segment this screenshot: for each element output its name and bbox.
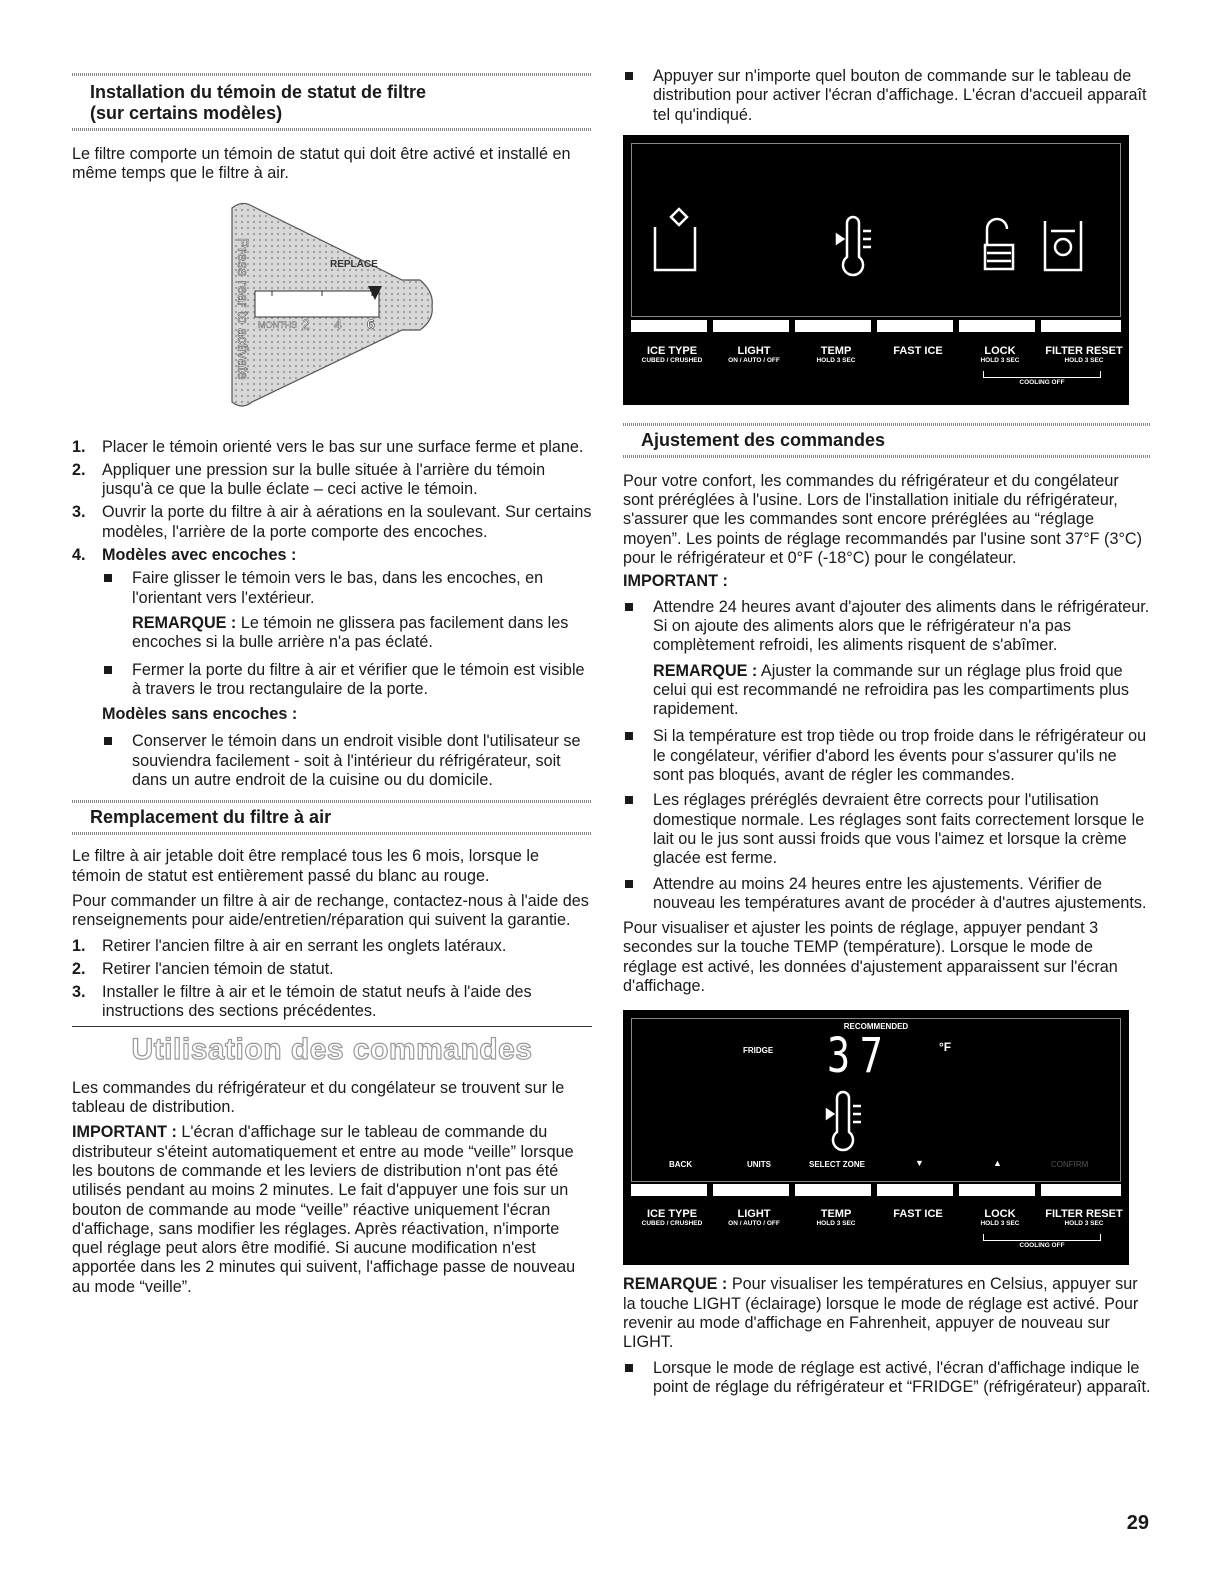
right-column	[623, 0, 1151, 1403]
confirm-option[interactable]: CONFIRM	[1051, 1160, 1089, 1170]
cooling-off-label: COOLING OFF	[1019, 378, 1065, 386]
bullet: Conserver le témoin dans un endroit visible dont l'utilisateur se souviendra facilement - soit à l'intérieur du réfrigérateur, soit dans un autre endroit de la cuisine ou du domicile.	[102, 732, 592, 790]
temp-button[interactable]	[795, 345, 877, 365]
page-number: 29	[1126, 1512, 1149, 1534]
install-steps	[72, 438, 592, 566]
up-arrow-icon[interactable]: ▲	[993, 1158, 1002, 1169]
intro-paragraph: Le filtre comporte un témoin de statut qui doit être activé et installé en même temps que le filtre à air.	[72, 145, 571, 183]
button-bar	[631, 320, 707, 332]
ice-bucket-icon	[655, 209, 695, 270]
button-sublabel: HOLD 3 SEC	[1064, 1220, 1104, 1228]
heading-line2: (sur certains modèles)	[90, 103, 283, 123]
button-label: FILTER RESET	[1045, 344, 1123, 357]
step-text: Placer le témoin orienté vers le bas sur une surface ferme et plane.	[102, 437, 584, 456]
home-icons	[623, 135, 1129, 315]
button-label: ICE TYPE	[646, 344, 698, 357]
cooling-off-label: COOLING OFF	[1019, 1242, 1065, 1250]
bullet: Attendre 24 heures avant d'ajouter des aliments dans le réfrigérateur. Si on ajoute des aliments alors que le réfrigérateur n'a pas complètement refroidi, les aliments risquent de s'abîmer.	[623, 598, 1151, 656]
button-bar	[713, 320, 789, 332]
section-heading-adjust: Ajustement des commandes	[641, 429, 886, 450]
button-sublabel: HOLD 3 SEC	[816, 1220, 856, 1228]
important-text: L'écran d'affichage sur le tableau de commande du distributeur s'éteint automatiquement et entre au mode “veille” lorsque les boutons de commande et les leviers de distribution n'ont pas été utilisés pendant au moins 2 minutes. Le fait d'appuyer une fois sur un bouton de commande au mode “veille” réactive uniquement l'écran d'affichage, sans modifier les réglages. Après réactivation, n'importe quel réglage peut alors être modifié. Si aucune modification n'est apportée dans les 2 minutes qui suivent, l'affichage passe de nouveau au mode “veille”.	[72, 1123, 576, 1296]
button-label: FAST ICE	[893, 344, 943, 357]
section-rule	[623, 455, 1151, 458]
button-sublabel: ON / AUTO / OFF	[728, 1220, 780, 1228]
light-button[interactable]	[713, 345, 795, 365]
step-text: Installer le filtre à air et le témoin de statut neufs à l'aide des instructions des sections précédentes.	[102, 983, 532, 1021]
thermometer-icon	[827, 1092, 861, 1150]
indicator-drawing	[72, 196, 592, 428]
replacement-p1: Le filtre à air jetable doit être remplacé tous les 6 mois, lorsque le témoin de statut est entièrement passé du blanc au rouge.	[72, 847, 539, 885]
button-sublabel: HOLD 3 SEC	[980, 1220, 1020, 1228]
note-label: REMARQUE :	[653, 661, 758, 680]
note-label: REMARQUE :	[132, 613, 237, 632]
button-sublabel: CUBED / CRUSHED	[641, 356, 703, 364]
adjust-list-2	[623, 727, 1151, 913]
settings-screen-display	[623, 1010, 1129, 1265]
button-bars	[631, 320, 1121, 332]
button-sublabel: HOLD 3 SEC	[980, 356, 1020, 364]
adjust-p2: Pour visualiser et ajuster les points de réglage, appuyer pendant 3 secondes sur la touche TEMP (température). Lorsque le mode de réglage est activé, les données d'ajustement apparaissent sur l'écran d'affichage.	[623, 919, 1118, 996]
months-label: MONTHS	[258, 319, 297, 330]
cooling-off-bracket	[983, 371, 1101, 378]
button-bar	[1041, 320, 1121, 332]
note	[102, 614, 592, 653]
replacement-steps	[72, 937, 592, 1022]
thermometer-icon	[837, 217, 871, 275]
fast-ice-button[interactable]	[877, 345, 959, 357]
button-bar	[631, 1184, 707, 1196]
button-sublabel: HOLD 3 SEC	[816, 356, 856, 364]
note-text: Le témoin ne glissera pas facilement dans les encoches si la bulle arrière n'a pas éclaté.	[132, 613, 569, 652]
button-label: LIGHT	[737, 1208, 771, 1221]
button-bar	[713, 1184, 789, 1196]
with-notches-list-2	[102, 661, 592, 700]
note-text: Ajuster la commande sur un réglage plus froid que celui qui est recommandé ne refroidira pas les compartiments plus rapidement.	[653, 661, 1129, 719]
button-label: TEMP	[820, 344, 852, 357]
down-arrow-icon[interactable]: ▼	[915, 1158, 924, 1169]
button-label: LIGHT	[737, 344, 771, 357]
replace-label: REPLACE	[330, 258, 378, 270]
button-sublabel: HOLD 3 SEC	[1064, 356, 1104, 364]
step-3	[72, 983, 592, 1022]
step-text: Appliquer une pression sur la bulle située à l'arrière du témoin jusqu'à ce que la bulle éclate – ceci active le témoin.	[102, 460, 546, 499]
bottom-list	[623, 1359, 1151, 1398]
step-number: 2.	[72, 460, 86, 479]
button-bar	[795, 320, 871, 332]
month-4: 4	[334, 315, 342, 332]
button-bars	[631, 1184, 1121, 1196]
lock-button[interactable]	[959, 345, 1041, 365]
lock-button[interactable]	[959, 1208, 1041, 1228]
button-bar	[877, 1184, 953, 1196]
with-notches-block	[72, 569, 592, 790]
ice-type-button[interactable]	[631, 345, 713, 365]
light-button[interactable]	[713, 1208, 795, 1228]
step-text: Ouvrir la porte du filtre à air à aérations en la soulevant. Sur certains modèles, l'arrière de la porte comporte des encoches.	[102, 503, 592, 541]
temp-button[interactable]	[795, 1208, 877, 1228]
step-number: 1.	[72, 936, 86, 955]
step-text: Retirer l'ancien filtre à air en serrant les onglets latéraux.	[102, 936, 507, 955]
adjust-p1: Pour votre confort, les commandes du réfrigérateur et du congélateur sont préréglées à l'usine. Lors de l'installation initiale du réfrigérateur, s'assurer que les commandes sont encore préréglées au “réglage moyen”. Les points de réglage recommandés par l'usine sont 37°F (3°C) pour le réfrigérateur et 0°F (-18°C) pour le congélateur.	[623, 471, 1143, 568]
with-notches-list	[102, 569, 592, 608]
step-number: 2.	[72, 959, 86, 978]
home-screen-display	[623, 135, 1129, 405]
lock-icon	[985, 219, 1013, 269]
fast-ice-button[interactable]	[877, 1208, 959, 1220]
step-text: Retirer l'ancien témoin de statut.	[102, 959, 334, 978]
step-1	[72, 937, 592, 956]
button-sublabel: ON / AUTO / OFF	[728, 356, 780, 364]
without-notches-list	[102, 732, 592, 790]
step-number: 1.	[72, 437, 86, 456]
bullet: Lorsque le mode de réglage est activé, l'écran d'affichage indique le point de réglage du réfrigérateur et “FRIDGE” (réfrigérateur) apparaît.	[623, 1359, 1151, 1398]
button-label: FAST ICE	[893, 1208, 943, 1221]
important-heading: IMPORTANT :	[623, 572, 728, 591]
bullet: Appuyer sur n'importe quel bouton de commande sur le tableau de distribution pour activer l'écran d'affichage. L'écran d'accueil apparaît tel qu'indiqué.	[623, 67, 1151, 125]
month-2: 2	[302, 315, 310, 332]
controls-p1: Les commandes du réfrigérateur et du congélateur se trouvent sur le tableau de distribution.	[72, 1078, 565, 1117]
step-2	[72, 461, 592, 500]
status-indicator-illustration	[72, 196, 592, 428]
water-filter-icon	[1045, 221, 1081, 270]
step-4	[72, 546, 592, 565]
bullet: Faire glisser le témoin vers le bas, dans les encoches, en l'orientant vers l'extérieur.	[102, 569, 592, 608]
step-3	[72, 503, 592, 542]
section-rule	[72, 128, 592, 131]
temperature-unit: °F	[939, 1040, 952, 1055]
step-text: Modèles avec encoches :	[102, 546, 297, 565]
button-label: LOCK	[984, 344, 1016, 357]
button-bar	[877, 320, 953, 332]
note-text: Pour visualiser les températures en Celsius, appuyer sur la touche LIGHT (éclairage) lorsque le mode de réglage est activé. Pour revenir au mode d'affichage en Fahrenheit, appuyer de nouveau sur LIGHT.	[623, 1275, 1139, 1352]
left-column	[72, 0, 592, 1297]
adjust-list-1	[623, 598, 1151, 656]
button-label: LOCK	[984, 1208, 1016, 1221]
important-label: IMPORTANT :	[72, 1123, 177, 1142]
without-notches-title: Modèles sans encoches :	[102, 705, 298, 724]
units-option[interactable]: UNITS	[747, 1160, 771, 1170]
button-bar	[795, 1184, 871, 1196]
step-number: 4.	[72, 546, 86, 565]
note-label: REMARQUE :	[623, 1275, 728, 1294]
bullet: Si la température est trop tiède ou trop froide dans le réfrigérateur ou le congélateur, vérifier d'abord les évents pour s'assurer qu'ils ne sont pas bloqués, avant de régler les commandes.	[623, 727, 1151, 785]
controls-important	[72, 1123, 592, 1297]
bullet: Attendre au moins 24 heures entre les ajustements. Vérifier de nouveau les températures avant de procéder à d'autres ajustements.	[623, 875, 1151, 914]
cooling-off-bracket	[983, 1234, 1101, 1241]
fridge-label: FRIDGE	[743, 1046, 774, 1056]
select-zone-option[interactable]: SELECT ZONE	[809, 1160, 866, 1170]
replacement-p2: Pour commander un filtre à air de rechange, contactez-nous à l'aide des renseignements pour aide/entretien/réparation qui suivent la garantie.	[72, 891, 589, 930]
button-bar	[1041, 1184, 1121, 1196]
month-6: 6	[367, 315, 375, 332]
section-heading-filter-indicator	[72, 76, 592, 128]
press-rear-label: Press rear to activate	[234, 237, 251, 380]
step-2	[72, 960, 592, 979]
recommended-label: RECOMMENDED	[843, 1022, 909, 1032]
section-rule	[72, 832, 592, 835]
button-label: ICE TYPE	[646, 1208, 698, 1221]
back-option[interactable]: BACK	[669, 1160, 693, 1170]
heading-line1: Installation du témoin de statut de filtre	[90, 82, 427, 102]
section-heading-replacement: Remplacement du filtre à air	[90, 807, 332, 828]
fridge-temperature: 37	[827, 1028, 893, 1085]
button-bar	[959, 320, 1035, 332]
step-number: 3.	[72, 503, 86, 522]
button-sublabel: CUBED / CRUSHED	[641, 1220, 703, 1228]
ice-type-button[interactable]	[631, 1208, 713, 1228]
step-number: 3.	[72, 983, 86, 1002]
top-bullet-list	[623, 67, 1151, 125]
bullet: Les réglages préréglés devraient être corrects pour l'utilisation domestique normale. Les réglages sont faits correctement lorsque le lait ou le jus sont aussi froids que vous l'aimez et lorsque la crème glacée est ferme.	[623, 791, 1151, 868]
filter-reset-button[interactable]	[1041, 345, 1127, 365]
filter-reset-button[interactable]	[1041, 1208, 1127, 1228]
celsius-note	[623, 1275, 1151, 1352]
note	[623, 662, 1151, 720]
button-label: TEMP	[820, 1208, 852, 1221]
page-section-title: Utilisation des commandes	[131, 1032, 533, 1066]
button-label: FILTER RESET	[1045, 1208, 1123, 1221]
bullet: Fermer la porte du filtre à air et vérifier que le témoin est visible à travers le trou rectangulaire de la porte.	[102, 661, 592, 700]
step-1	[72, 438, 592, 457]
button-bar	[959, 1184, 1035, 1196]
divider	[72, 1026, 592, 1027]
